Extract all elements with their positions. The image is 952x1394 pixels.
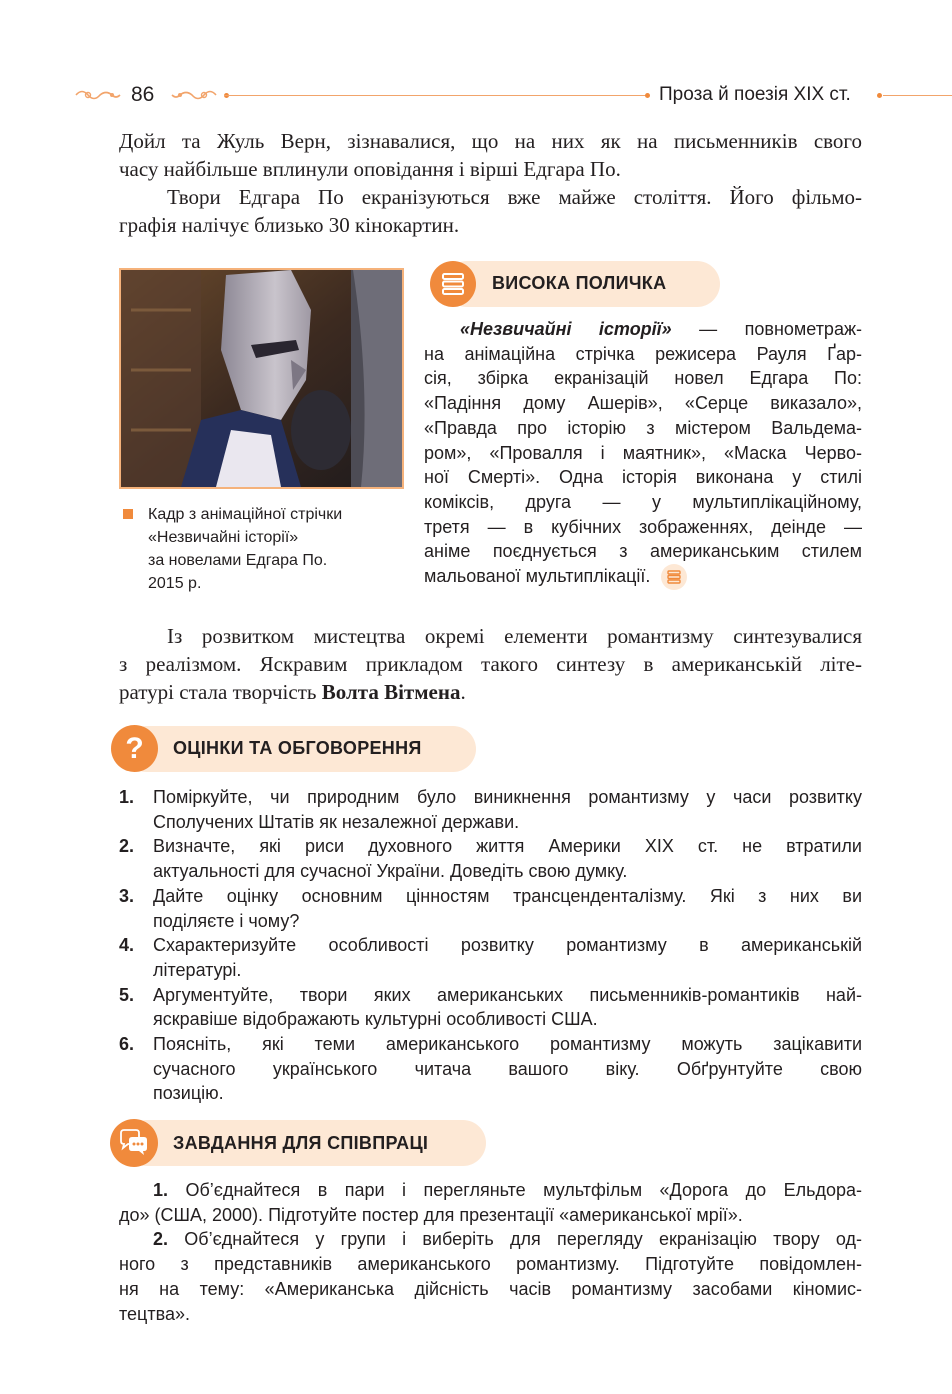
text-line: сія, збірка екранізацій новел Едгара По:: [424, 368, 862, 389]
caption-line: 2015 р.: [148, 575, 202, 592]
text-line: часу найбільше вплинули оповідання і вірші Едгара По.: [119, 157, 621, 181]
item-number: 4.: [119, 935, 135, 956]
text-line: Схарактеризуйте особливості розвитку романтизму в американській: [153, 935, 862, 956]
text-line: [424, 564, 862, 590]
text-fragment: мальованої мультиплікації.: [424, 566, 651, 587]
ornament-left-icon: [74, 86, 122, 104]
item-number: 2.: [119, 836, 135, 857]
text-line: Дайте оцінку основним цінностям трансценденталізму. Які з них ви: [153, 885, 862, 906]
list-item: [119, 884, 862, 933]
text-fragment: Об’єднайтеся в пари і перегляньте мультфільм «Дорога до Ельдора-: [185, 1180, 862, 1200]
intro-paragraph: [119, 127, 862, 239]
text-line: [424, 317, 862, 342]
text-line: ром», «Провалля і маятник», «Маска Черво-: [424, 442, 862, 463]
text-line: яскравіше відображають культурні особливості США.: [153, 1009, 598, 1030]
question-mark-icon: ?: [111, 725, 158, 772]
caption-line: за новелами Едгара По.: [148, 552, 328, 569]
ornament-right-icon: [170, 86, 218, 104]
text-line: Поміркуйте, чи природним було виникнення романтизму у часи розвитку: [153, 787, 862, 807]
text-line: графія налічує близько 30 кінокартин.: [119, 213, 460, 237]
page-header: [0, 78, 952, 112]
text-line: актуальності для сучасної України. Доведіть свою думку.: [153, 861, 628, 882]
text-line: [119, 1227, 862, 1252]
text-line: Із розвитком мистецтва окремі елементи романтизму синтезувалися: [167, 624, 862, 648]
item-number: 3.: [119, 885, 135, 906]
item-number: 1.: [153, 1180, 169, 1200]
list-item: [119, 983, 862, 1032]
list-item: [119, 834, 862, 883]
text-line: «Падіння дому Ашерів», «Серце виказало»,: [424, 393, 862, 414]
text-line: тецтва».: [119, 1303, 190, 1324]
text-line: Сполучених Штатів як незалежної держави.: [153, 811, 520, 832]
text-line: літературі.: [153, 959, 242, 980]
text-line: на анімаційна стрічка режисера Рауля Ґар-: [424, 343, 862, 364]
text-line: аніме поєднується з американським стилем: [424, 541, 862, 562]
author-name: Волта Вітмена: [321, 680, 461, 704]
text-line: Поясніть, які теми американського романтизму можуть зацікавити: [153, 1034, 862, 1055]
text-line: третя — в кубічних зображеннях, деінде —: [424, 516, 862, 537]
item-number: 2.: [153, 1229, 169, 1250]
header-dot: [877, 93, 882, 98]
text-fragment: ратурі стала творчість: [119, 680, 322, 704]
caption-line: «Незвичайні історії»: [148, 529, 299, 546]
questions-list: [119, 785, 862, 1106]
text-line: ного з представників американського романтизму. Підготуйте повідомлен-: [119, 1254, 862, 1275]
list-item: [119, 785, 862, 834]
text-line: Твори Едгара По екранізуються вже майже століття. Його фільмо-: [167, 185, 862, 209]
text-line: «Правда про історію з містером Вальдема-: [424, 417, 862, 438]
text-line: до» (США, 2000). Підготуйте постер для презентації «американської мрії».: [119, 1204, 743, 1225]
text-line: сучасного українського читача вашого віку. Обґрунтуйте свою: [153, 1058, 862, 1079]
text-line: Дойл та Жуль Верн, зізнавалися, що на них як на письменників свого: [119, 129, 862, 153]
bookshelf-end-icon: [661, 564, 687, 590]
caption-line: Кадр з анімаційної стрічки: [148, 506, 343, 523]
text-line: коміксів, друга — у мультиплікаційному,: [424, 491, 862, 512]
item-number: 1.: [119, 787, 135, 807]
list-item: [119, 1032, 862, 1106]
header-rule-left: [224, 95, 649, 96]
page-number: 86: [131, 83, 155, 106]
text-line: ної Смерті». Одна історія виконана у стилі: [424, 467, 862, 488]
running-title: Проза й поезія XIX ст.: [659, 84, 851, 105]
chat-bubbles-icon: [110, 1119, 158, 1167]
text-line: [119, 678, 862, 706]
sidebar-heading: ВИСОКА ПОЛИЧКА: [492, 273, 667, 293]
text-fragment: Об’єднайтеся у групи і виберіть для перегляду екранізацію твору од-: [184, 1229, 862, 1250]
list-item: [119, 933, 862, 982]
text-fragment: .: [460, 680, 466, 704]
item-number: 5.: [119, 984, 135, 1005]
header-rule-right: [883, 95, 952, 96]
text-line: Визначте, які риси духовного життя Америки XIX ст. не втратили: [153, 836, 862, 857]
sidebar-text: [424, 317, 862, 590]
text-line: ня на тему: «Американська дійсність часів романтизму засобами кіномис-: [119, 1278, 862, 1299]
tasks-heading: ЗАВДАННЯ ДЛЯ СПІВПРАЦІ: [173, 1133, 429, 1153]
bookshelf-icon: [430, 261, 476, 307]
item-number: 6.: [119, 1034, 135, 1055]
text-line: Аргументуйте, твори яких американських письменників-романтиків най-: [153, 984, 862, 1005]
image-caption: [119, 503, 399, 595]
text-line: з реалізмом. Яскравим прикладом такого синтезу в американській літе-: [119, 652, 862, 676]
film-still-image: [119, 268, 404, 489]
synthesis-paragraph: [119, 622, 862, 706]
text-line: [119, 1178, 862, 1203]
questions-heading: ОЦІНКИ ТА ОБГОВОРЕННЯ: [173, 738, 422, 758]
film-title: «Незвичайні історії»: [460, 319, 672, 339]
text-line: позицію.: [153, 1083, 224, 1104]
header-dot: [645, 93, 650, 98]
text-line: поділяєте і чому?: [153, 910, 300, 931]
caption-bullet-icon: [123, 509, 133, 519]
tasks-list: [119, 1178, 862, 1326]
text-fragment: — повнометраж-: [671, 319, 862, 339]
